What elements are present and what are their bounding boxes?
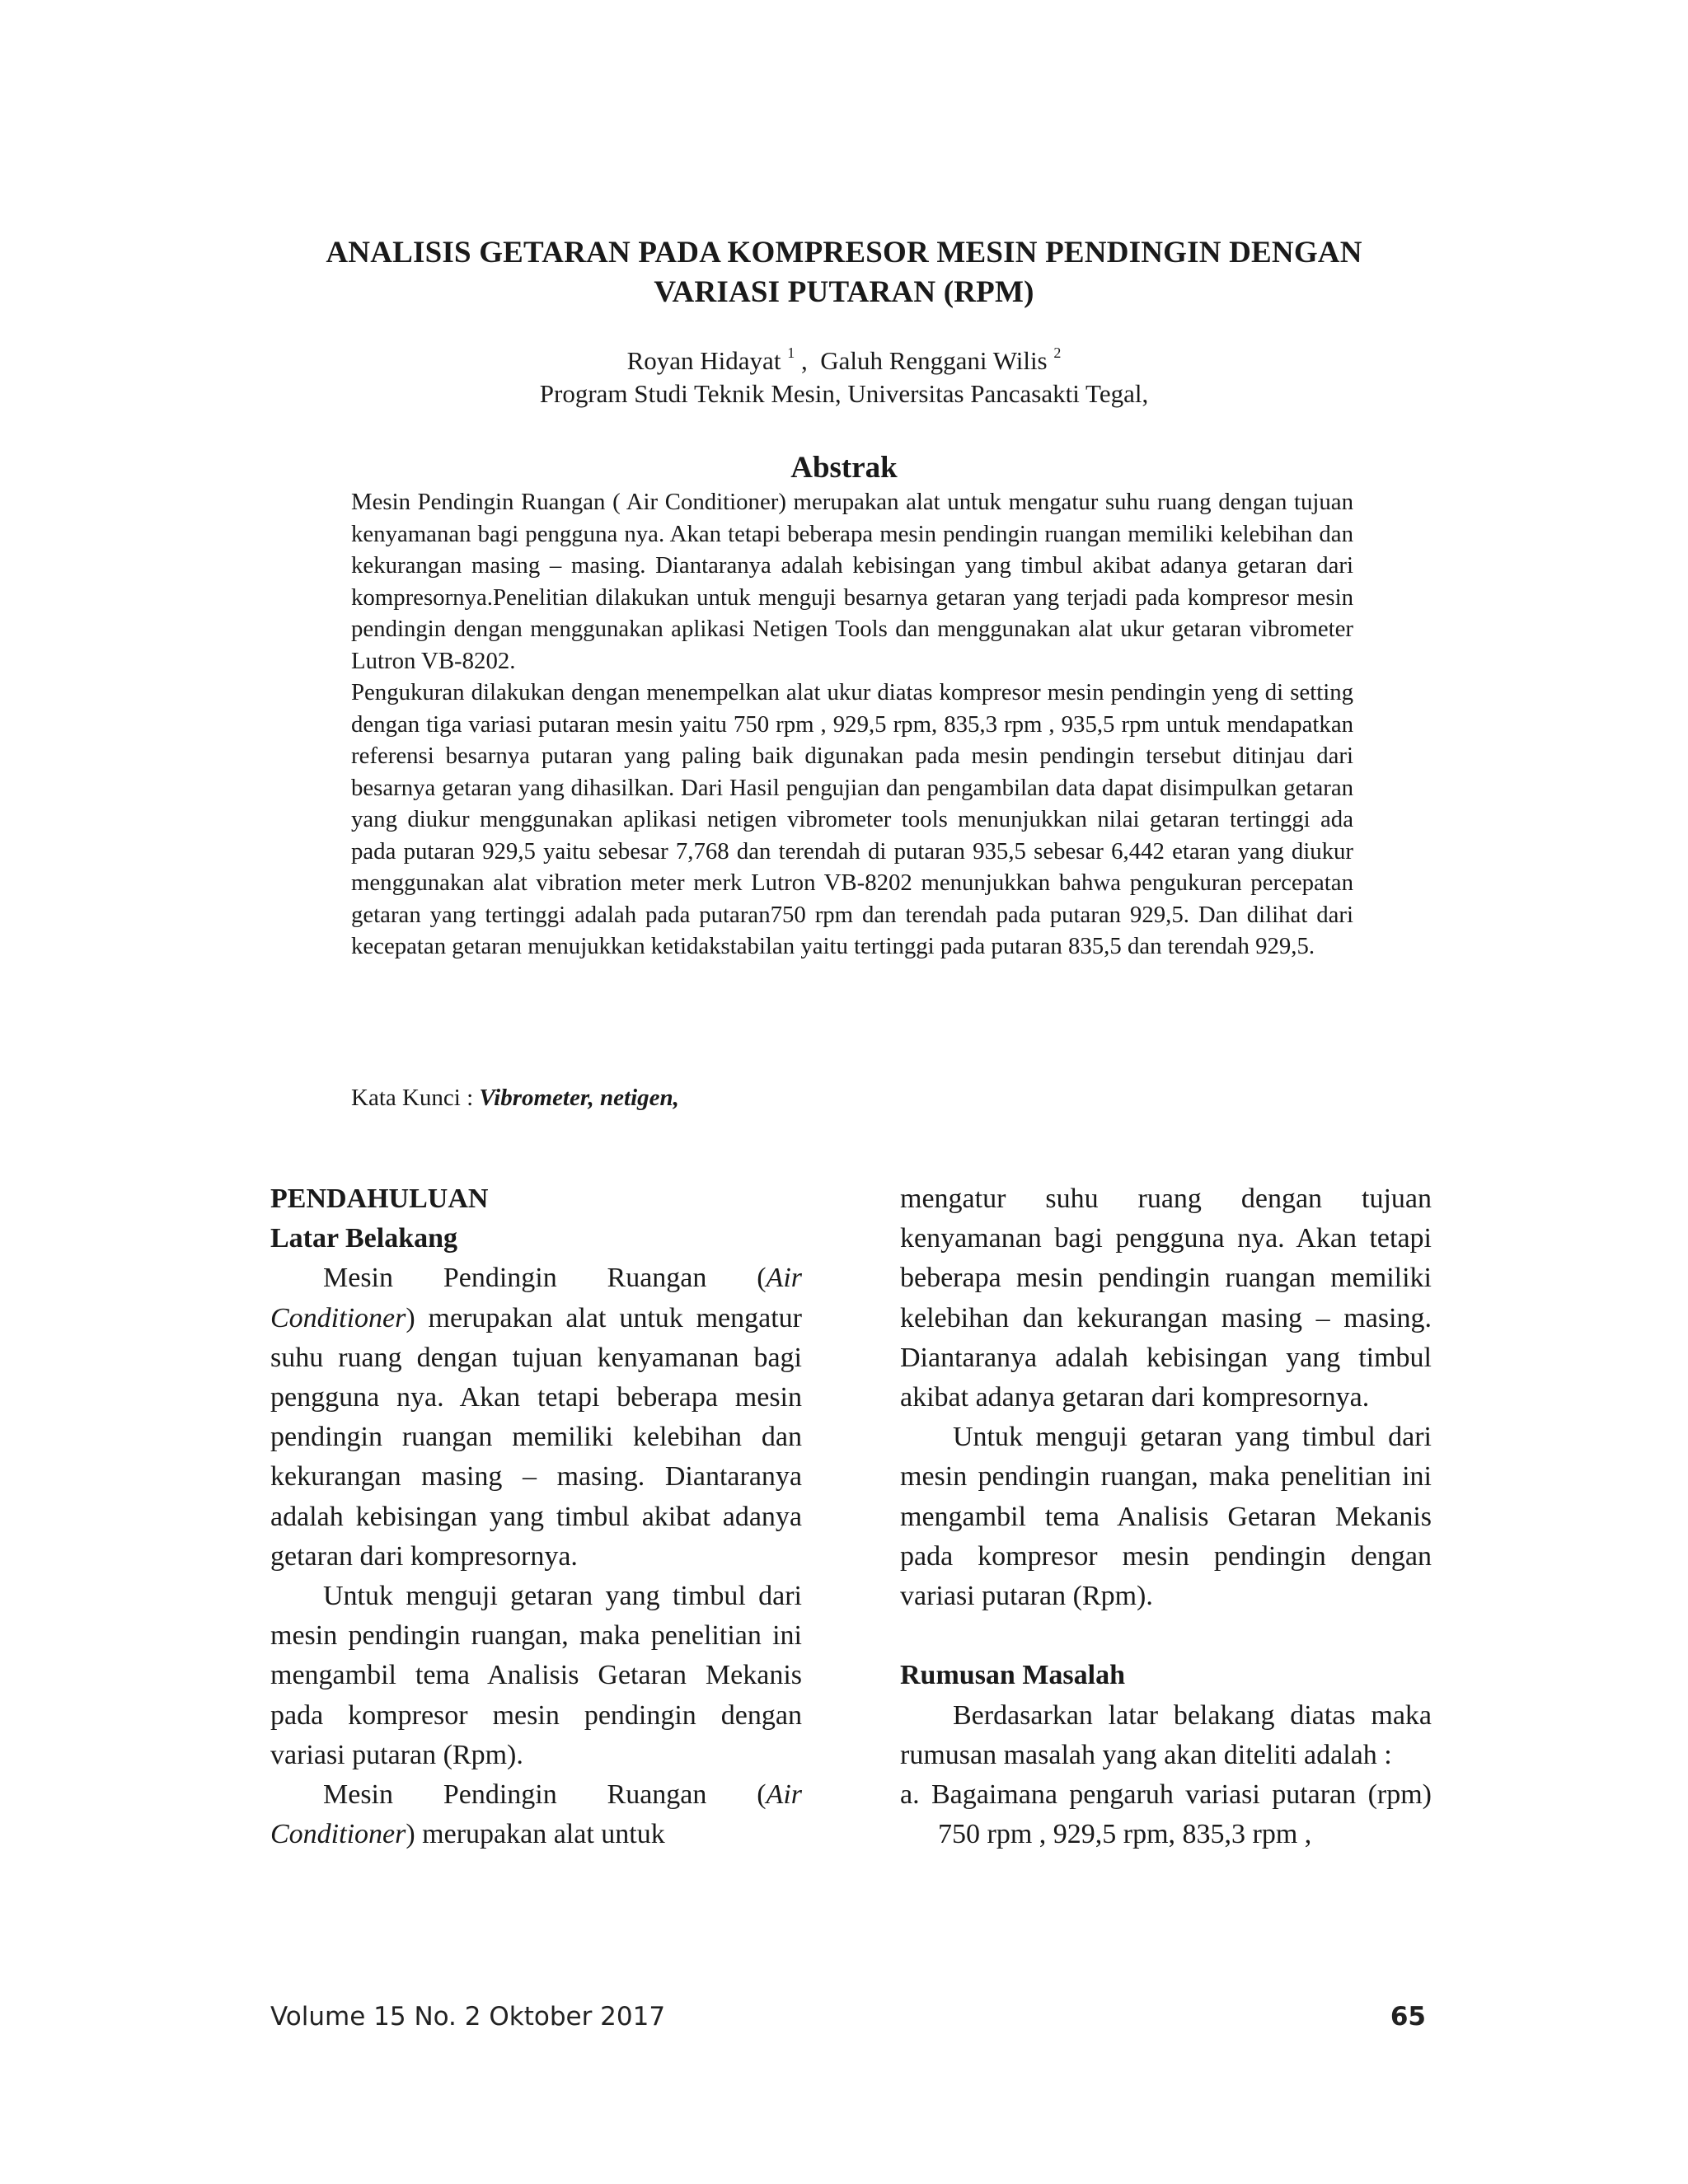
body-paragraph: Untuk menguji getaran yang timbul dari mesin pendingin ruangan, maka penelitian ini mengambil tema Analisis Getaran Mekanis pada kompresor mesin pendingin dengan variasi putaran (Rpm). (900, 1422, 1432, 1612)
body-text-italic: Air Conditioner (270, 1263, 802, 1333)
body-paragraph: Berdasarkan latar belakang diatas maka rumusan masalah yang akan diteliti adalah : (900, 1699, 1432, 1770)
abstract-heading: Abstrak (790, 451, 898, 485)
subsection-heading: Latar Belakang (270, 1223, 458, 1254)
author-affiliation-mark: 1 (787, 344, 795, 361)
author-name: Royan Hidayat (626, 346, 781, 375)
section-heading: PENDAHULUAN (270, 1183, 489, 1214)
paper-title-line-1: ANALISIS GETARAN PADA KOMPRESOR MESIN PENDINGIN DENGAN (326, 236, 1362, 269)
keywords-label: Kata Kunci : (351, 1085, 480, 1111)
page-number: 65 (1390, 2002, 1426, 2032)
body-paragraph: mengatur suhu ruang dengan tujuan kenyamanan bagi pengguna nya. Akan tetapi beberapa mesin pendingin ruangan memiliki kelebihan dan kekurangan masing – masing. Diantaranya adalah kebisingan yang timbul akibat adanya getaran dari kompresornya. (900, 1183, 1432, 1413)
paper-title (165, 233, 1523, 312)
keywords-list: Vibrometer, netigen, (479, 1085, 679, 1111)
author-list (165, 344, 1523, 377)
body-text: ) merupakan alat untuk (406, 1819, 665, 1850)
list-item: a. Bagaimana pengaruh variasi putaran (rpm) 750 rpm , 929,5 rpm, 835,3 rpm , (900, 1779, 1432, 1850)
author-affiliation-mark: 2 (1053, 344, 1062, 361)
body-paragraph: Untuk menguji getaran yang timbul dari mesin pendingin ruangan, maka penelitian ini mengambil tema Analisis Getaran Mekanis pada kompresor mesin pendingin dengan variasi putaran (Rpm). (270, 1581, 802, 1770)
abstract-body (351, 486, 1353, 963)
body-text-italic: Air Conditioner (270, 1779, 802, 1850)
section-spacer (900, 1616, 1432, 1656)
paper-title-line-2: VARIASI PUTARAN (RPM) (654, 275, 1034, 309)
keywords (351, 1082, 1353, 1113)
body-column-right (900, 1179, 1432, 1854)
body-text: Mesin Pendingin Ruangan ( (323, 1779, 767, 1811)
author-name: Galuh Renggani Wilis (820, 346, 1048, 375)
author-separator: , (795, 346, 821, 375)
subsection-heading: Rumusan Masalah (900, 1660, 1126, 1691)
body-paragraph (270, 1775, 802, 1854)
author-affiliation: Program Studi Teknik Mesin, Universitas Pancasakti Tegal, (539, 379, 1149, 408)
body-paragraph (270, 1258, 802, 1577)
body-text: ) merupakan alat untuk mengatur suhu ruang dengan tujuan kenyamanan bagi pengguna nya. Akan tetapi beberapa mesin pendingin ruangan memiliki kelebihan dan kekurangan masing – masing. Diantaranya adalah kebisingan yang timbul akibat adanya getaran dari kompresornya. (270, 1302, 802, 1572)
body-text: Mesin Pendingin Ruangan ( (323, 1263, 767, 1294)
abstract-paragraph: Pengukuran dilakukan dengan menempelkan alat ukur diatas kompresor mesin pendingin yeng di setting dengan tiga variasi putaran mesin yaitu 750 rpm , 929,5 rpm, 835,3 rpm , 935,5 rpm untuk mendapatkan referensi besarnya putaran yang paling baik digunakan pada mesin pendingin tersebut ditinjau dari besarnya getaran yang dihasilkan. Dari Hasil pengujian dan pengambilan data dapat disimpulkan getaran yang diukur menggunakan aplikasi netigen vibrometer tools menunjukkan nilai getaran tertinggi ada pada putaran 929,5 yaitu sebesar 7,768 dan terendah di putaran 935,5 sebesar 6,442 etaran yang diukur menggunakan alat vibration meter merk Lutron VB-8202 menunjukkan bahwa pengukuran percepatan getaran yang tertinggi adalah pada putaran750 rpm dan terendah pada putaran 929,5. Dan dilihat dari kecepatan getaran menujukkan ketidakstabilan yaitu tertinggi pada putaran 835,5 dan terendah 929,5. (351, 679, 1353, 959)
abstract-paragraph: Mesin Pendingin Ruangan ( Air Conditioner) merupakan alat untuk mengatur suhu ruang dengan tujuan kenyamanan bagi pengguna nya. Akan tetapi beberapa mesin pendingin ruangan memiliki kelebihan dan kekurangan masing – masing. Diantaranya adalah kebisingan yang timbul akibat adanya getaran dari kompresornya.Penelitian dilakukan untuk menguji besarnya getaran yang terjadi pada kompresor mesin pendingin dengan menggunakan aplikasi Netigen Tools dan menggunakan alat ukur getaran vibrometer Lutron VB-8202. (351, 489, 1353, 674)
journal-volume-footer: Volume 15 No. 2 Oktober 2017 (270, 2002, 666, 2032)
body-column-left (270, 1179, 802, 1854)
